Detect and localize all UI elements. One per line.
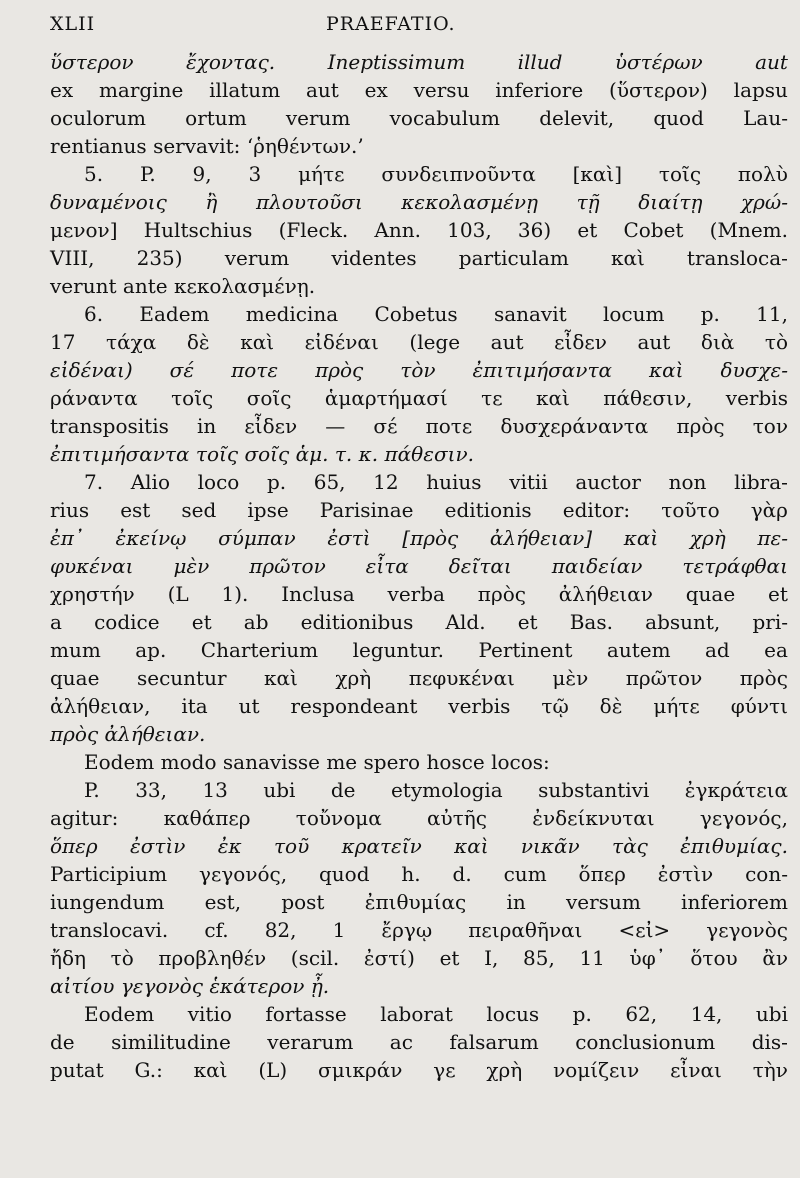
text-line: rius est sed ipse Parisinae editionis editor: τοῦτο γὰρ: [50, 498, 788, 522]
running-title: PRAEFATIO.: [326, 13, 456, 35]
text-line: putat G.: καὶ (L) σμικράν γε χρὴ νομίζειν εἶναι τὴν: [50, 1058, 788, 1082]
text-line: 5. P. 9, 3 μήτε συνδειπνοῦντα [καὶ] τοῖς πολὺ: [84, 162, 788, 186]
text-line: Participium γεγονός, quod h. d. cum ὅπερ ἐστὶν con-: [50, 862, 788, 886]
text-line: VIII, 235) verum videntes particulam καὶ transloca-: [50, 246, 788, 270]
text-line: ὅπερ ἐστὶν ἐκ τοῦ κρατεῖν καὶ νικᾶν τὰς ἐπιθυμίας.: [50, 834, 788, 858]
running-head: [50, 0, 788, 48]
text-line: Eodem modo sanavisse me spero hosce locos:: [84, 750, 550, 774]
text-line: quae secuntur καὶ χρὴ πεφυκέναι μὲν πρῶτον πρὸς: [50, 666, 788, 690]
text-line: δυναμένοις ἢ πλουτοῦσι κεκολασμένῃ τῇ διαίτῃ χρώ-: [50, 190, 788, 214]
text-line: χρηστήν (L 1). Inclusa verba πρὸς ἀλήθειαν quae et: [50, 582, 788, 606]
body-text: [50, 48, 788, 1084]
text-line: αἰτίου γεγονὸς ἑκάτερον ᾖ.: [50, 974, 330, 998]
text-line: ἤδη τὸ προβληθέν (scil. ἐστί) et I, 85, 11 ὑφ᾽ ὅτου ἂν: [50, 946, 788, 970]
text-line: translocavi. cf. 82, 1 ἔργῳ πειραθῆναι <εἰ> γεγονὸς: [50, 918, 788, 942]
text-line: ὕστερον ἔχοντας. Ineptissimum illud ὑστέρων aut: [50, 50, 788, 74]
text-line: verunt ante κεκολασμένῃ.: [50, 274, 316, 298]
text-line: ἐπ᾽ ἐκείνῳ σύμπαν ἐστὶ [πρὸς ἀλήθειαν] καὶ χρὴ πε-: [50, 526, 788, 550]
text-line: 7. Alio loco p. 65, 12 huius vitii auctor non libra-: [84, 470, 788, 494]
text-line: rentianus servavit: ‘ῥηθέντων.’: [50, 134, 364, 158]
text-line: oculorum ortum verum vocabulum delevit, quod Lau-: [50, 106, 788, 130]
text-line: a codice et ab editionibus Ald. et Bas. absunt, pri-: [50, 610, 788, 634]
text-line: agitur: καθάπερ τοὔνομα αὐτῆς ἐνδείκνυται γεγονός,: [50, 806, 788, 830]
text-line: ράναντα τοῖς σοῖς ἁμαρτήμασί τε καὶ πάθεσιν, verbis: [50, 386, 788, 410]
text-line: Eodem vitio fortasse laborat locus p. 62, 14, ubi: [84, 1002, 788, 1026]
page-number: XLII: [50, 13, 96, 35]
text-line: εἰδέναι) σέ ποτε πρὸς τὸν ἐπιτιμήσαντα καὶ δυσχε-: [50, 358, 788, 382]
text-line: 17 τάχα δὲ καὶ εἰδέναι (lege aut εἶδεν aut διὰ τὸ: [50, 330, 788, 354]
text-line: mum ap. Charterium leguntur. Pertinent autem ad ea: [50, 638, 788, 662]
text-line: ἐπιτιμήσαντα τοῖς σοῖς ἁμ. τ. κ. πάθεσιν.: [50, 442, 474, 466]
text-line: P. 33, 13 ubi de etymologia substantivi ἐγκράτεια: [84, 778, 788, 802]
text-line: de similitudine verarum ac falsarum conclusionum dis-: [50, 1030, 788, 1054]
text-line: transpositis in εἶδεν — σέ ποτε δυσχεράναντα πρὸς τον: [50, 414, 788, 438]
text-line: ex margine illatum aut ex versu inferiore (ὕστερον) lapsu: [50, 78, 788, 102]
text-line: iungendum est, post ἐπιθυμίας in versum inferiorem: [50, 890, 788, 914]
text-line: ἀλήθειαν, ita ut respondeant verbis τῷ δὲ μήτε φύντι: [50, 694, 788, 718]
text-line: 6. Eadem medicina Cobetus sanavit locum p. 11,: [84, 302, 788, 326]
text-line: μενον] Hultschius (Fleck. Ann. 103, 36) et Cobet (Mnem.: [50, 218, 788, 242]
text-line: φυκέναι μὲν πρῶτον εἶτα δεῖται παιδείαν τετράφθαι: [50, 554, 788, 578]
text-line: πρὸς ἀλήθειαν.: [50, 722, 206, 746]
